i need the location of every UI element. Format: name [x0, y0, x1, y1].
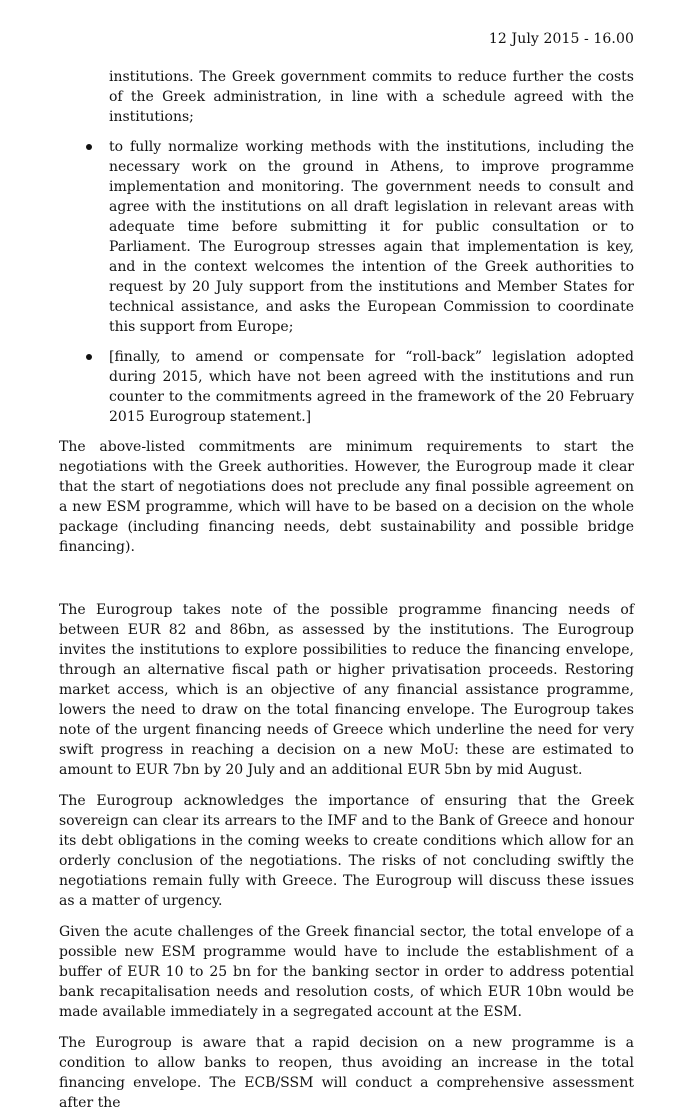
list-item-text: to fully normalize working methods with the institutions, including the necessary work on the ground in Athens, to improve programme implementation and monitoring. The government needs to consult and agree with the institutions on all draft legislation in relevant areas with adequate time before submitting it for public consultation or to Parliament. The Eurogroup stresses again that implementation is key, and in the context welcomes the intention of the Greek authorities to request by 20 July support from the institutions and Member States for technical assistance, and asks the European Commission to coordinate this support from Europe;	[109, 139, 634, 335]
paragraph-financing-needs: The Eurogroup takes note of the possible programme financing needs of between EUR 82 and 86bn, as assessed by the institutions. The Eurogroup invites the institutions to explore possibilities to reduce the financing envelope, through an alternative fiscal path or higher privatisation proceeds. Restoring market access, which is an objective of any financial assistance programme, lowers the need to draw on the total financing envelope. The Eurogroup takes note of the urgent financing needs of Greece which underline the need for very swift progress in reaching a decision on a new MoU: these are estimated to amount to EUR 7bn by 20 July and an additional EUR 5bn by mid August.	[59, 602, 634, 778]
paragraph-imf-arrears: The Eurogroup acknowledges the importance of ensuring that the Greek sovereign can clear its arrears to the IMF and to the Bank of Greece and honour its debt obligations in the coming weeks to create conditions which allow for an orderly conclusion of the negotiations. The risks of not concluding swiftly the negotiations remain fully with Greece. The Eurogroup will discuss these issues as a matter of urgency.	[59, 793, 634, 909]
list-item	[59, 137, 634, 337]
paragraph-banking-buffer: Given the acute challenges of the Greek financial sector, the total envelope of a possible new ESM programme would have to include the establishment of a buffer of EUR 10 to 25 bn for the banking sector in order to address potential bank recapitalisation needs and resolution costs, of which EUR 10bn would be made available immediately in a segregated account at the ESM.	[59, 924, 634, 1020]
document-body	[59, 67, 634, 1113]
list-item-text: [finally, to amend or compensate for “roll-back” legislation adopted during 2015, which have not been agreed with the institutions and run counter to the commitments agreed in the framework of the 20 February 2015 Eurogroup statement.]	[109, 349, 634, 425]
header-date: 12 July 2015 - 16.00	[488, 31, 634, 47]
paragraph-banks-reopen: The Eurogroup is aware that a rapid decision on a new programme is a condition to allow banks to reopen, thus avoiding an increase in the total financing envelope. The ECB/SSM will conduct a comprehensive assessment after the	[59, 1035, 634, 1111]
commitments-list	[59, 137, 634, 427]
bullet-icon	[86, 354, 92, 360]
bullet-icon	[86, 144, 92, 150]
list-item	[59, 347, 634, 427]
paragraph-minimum-requirements: The above-listed commitments are minimum requirements to start the negotiations with the Greek authorities. However, the Eurogroup made it clear that the start of negotiations does not preclude any final possible agreement on a new ESM programme, which will have to be based on a decision on the whole package (including financing needs, debt sustainability and possible bridge financing).	[59, 439, 634, 555]
continuation-paragraph: institutions. The Greek government commits to reduce further the costs of the Greek administration, in line with a schedule agreed with the institutions;	[109, 69, 634, 125]
